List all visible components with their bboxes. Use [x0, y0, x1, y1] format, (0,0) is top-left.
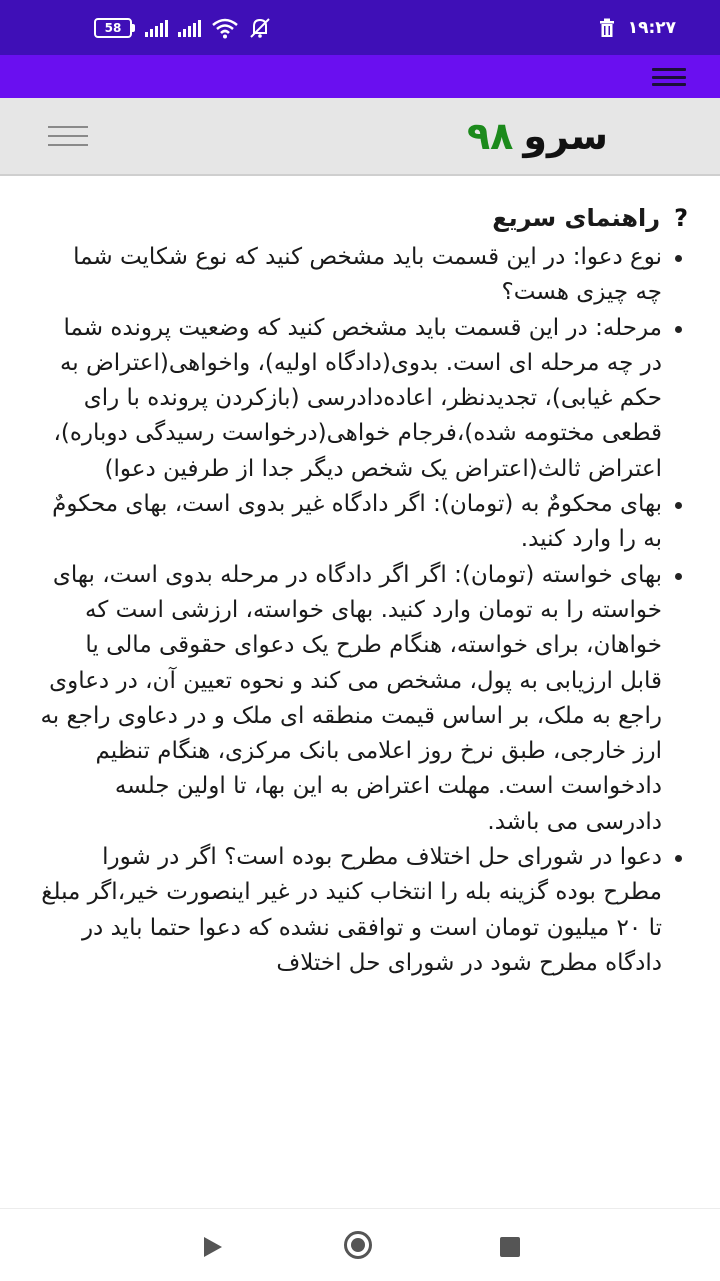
guide-item-stage: مرحله: در این قسمت باید مشخص کنید که وضعیت پرونده شما در چه مرحله ای است. بدوی(دادگاه اولیه)، واخواهی(اعتراض به حکم غیابی)، تجدیدنظر، اعاده‌دادرسی (بازکردن پرونده با رای قطعی مختومه شده)،فرجام خواهی(درخواست رسیدگی دوباره)، اعتراض ثالث(اعتراض یک شخص دیگر جدا از طرفین دعوا) — [40, 311, 662, 487]
battery-level: 58 — [94, 18, 132, 38]
clock: ۱۹:۲۷ — [627, 18, 676, 38]
trash-icon — [598, 18, 616, 38]
guide-title: راهنمای سریع — [492, 204, 661, 232]
wifi-icon — [211, 17, 239, 39]
guide-item-case-type: نوع دعوا: در این قسمت باید مشخص کنید که نوع شکایت شما چه چیزی هست؟ — [40, 240, 662, 311]
navigation-bar — [0, 1208, 720, 1281]
guide-heading — [40, 204, 688, 232]
status-right — [598, 14, 676, 42]
home-icon[interactable] — [344, 1231, 372, 1259]
status-bar — [0, 0, 720, 55]
question-icon: ? — [674, 204, 688, 232]
recents-icon[interactable] — [500, 1237, 520, 1257]
brand-number: ۹۸ — [466, 114, 514, 158]
back-icon[interactable] — [204, 1237, 222, 1257]
guide-item-council: دعوا در شورای حل اختلاف مطرح بوده است؟ اگر در شورا مطرح بوده گزینه بله را انتخاب کنید در غیر اینصورت خیر،اگر مبلغ تا ۲۰ میلیون تومان است و توافقی نشده که دعوا حتما باید در دادگاه مطرح شود در شورای حل اختلاف — [40, 840, 662, 981]
battery-icon — [94, 18, 135, 38]
signal-icon — [178, 20, 201, 37]
toolbar-menu-icon[interactable] — [652, 68, 686, 86]
status-left-icons — [94, 14, 271, 42]
brand-name: سرو — [523, 114, 608, 158]
guide-item-claim-value: بهای خواسته (تومان): اگر اگر دادگاه در مرحله بدوی است، بهای خواسته را به تومان وارد کنید. بهای خواسته، ارزشی است که خواهان، برای خواسته، هنگام طرح یک دعوای حقوقی مالی یا قابل ارزیابی به پول، مشخص می کند و نحوه تعیین آن، در دعاوی راجع به ملک، بر اساس قیمت منطقه ای ملک و در دعاوی راجع به ارز خارجی، طبق نرخ روز اعلامی بانک مرکزی، هنگام تنظیم دادخواست است. مهلت اعتراض به این بها، تا اولین جلسه دادرسی می باشد. — [40, 558, 662, 840]
guide-content — [40, 196, 688, 1208]
guide-list — [40, 240, 688, 981]
signal-icon — [145, 20, 168, 37]
hamburger-menu-icon[interactable] — [48, 126, 88, 146]
app-toolbar — [0, 55, 720, 98]
mute-icon — [249, 17, 271, 39]
guide-item-judgment-value: بهای محکومٌ به (تومان): اگر دادگاه غیر بدوی است، بهای محکومٌ به را وارد کنید. — [40, 487, 662, 558]
site-header — [0, 98, 720, 176]
brand-logo[interactable] — [467, 114, 608, 158]
